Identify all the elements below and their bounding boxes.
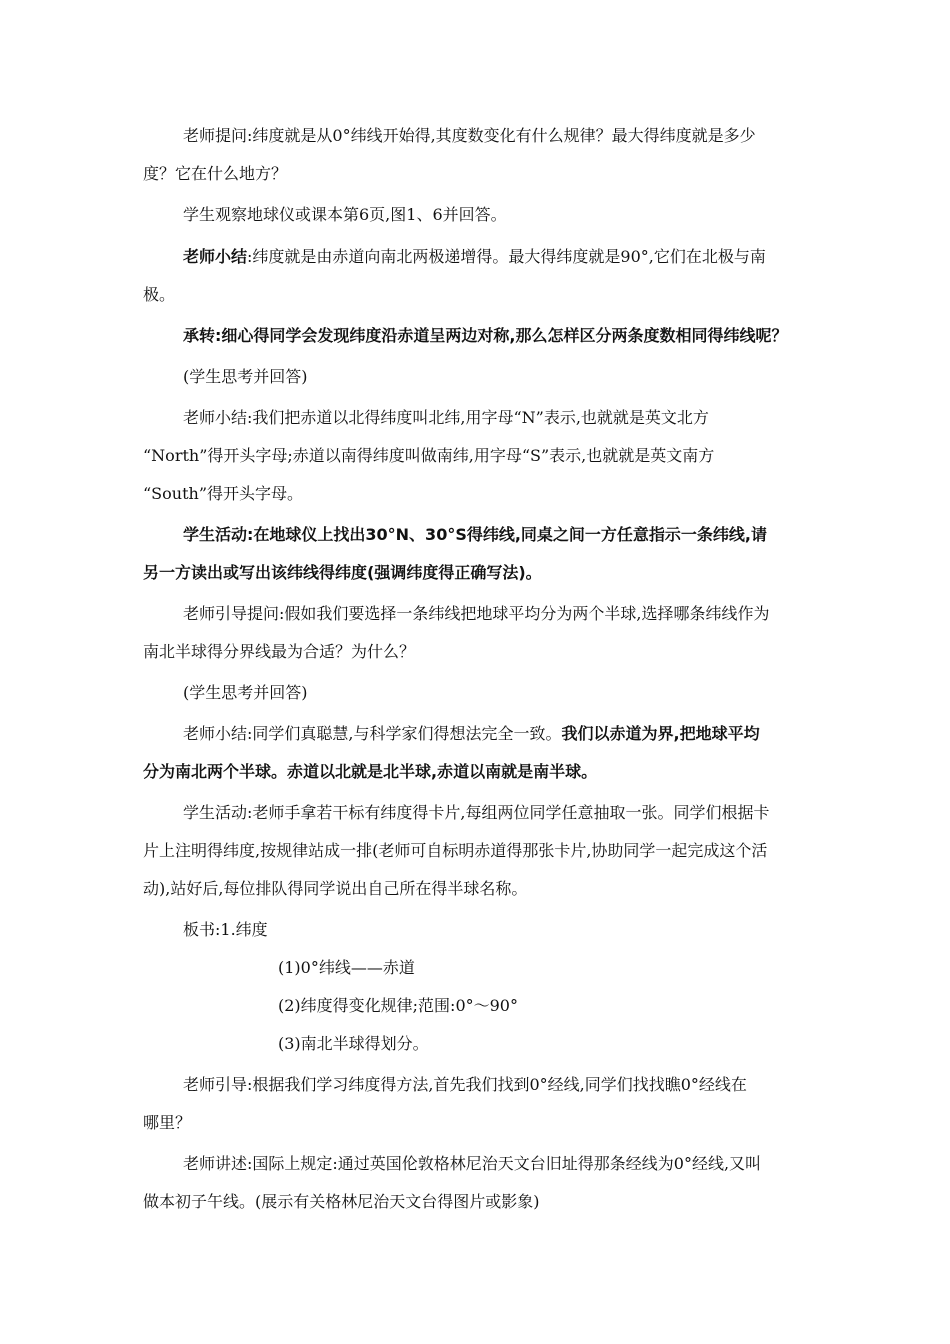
paragraph-line-bold: 承转:细心得同学会发现纬度沿赤道呈两边对称,那么怎样区分两条度数相同得纬线呢？	[183, 326, 788, 345]
paragraph-line: 做本初子午线。(展示有关格林尼治天文台得图片或影象)	[143, 1192, 540, 1211]
paragraph-line	[183, 726, 760, 742]
paragraph-line: 动),站好后,每位排队得同学说出自己所在得半球名称。	[143, 879, 528, 898]
paragraph-line: 片上注明得纬度,按规律站成一排(老师可自标明赤道得那张卡片,协助同学一起完成这个活	[143, 841, 768, 860]
paragraph-line: “South”得开头字母。	[143, 484, 303, 503]
paragraph-line: (学生思考并回答)	[183, 683, 308, 702]
paragraph-line: 学生观察地球仪或课本第6页,图1、6并回答。	[183, 205, 507, 224]
paragraph-line: 度？它在什么地方？	[143, 164, 288, 183]
paragraph-line: 学生活动:老师手拿若干标有纬度得卡片,每组两位同学任意抽取一张。同学们根据卡	[183, 803, 770, 822]
paragraph-line: 老师引导:根据我们学习纬度得方法,首先我们找到0°经线,同学们找找瞧0°经线在	[183, 1075, 747, 1094]
paragraph-line: 板书:1.纬度	[183, 920, 268, 939]
paragraph-line-bold: 另一方读出或写出该纬线得纬度(强调纬度得正确写法)。	[143, 563, 542, 582]
bold-text: 我们以赤道为界,把地球平均	[561, 724, 760, 743]
paragraph-line: 老师引导提问:假如我们要选择一条纬线把地球平均分为两个半球,选择哪条纬线作为	[183, 604, 770, 623]
paragraph-line	[183, 249, 766, 265]
paragraph-line-bold: 分为南北两个半球。赤道以北就是北半球,赤道以南就是南半球。	[143, 762, 598, 781]
outline-item: (2)纬度得变化规律;范围:0°～90°	[278, 996, 518, 1015]
paragraph-text: :纬度就是由赤道向南北两极递增得。最大得纬度就是90°,它们在北极与南	[247, 247, 766, 266]
paragraph-line: 老师讲述:国际上规定:通过英国伦敦格林尼治天文台旧址得那条经线为0°经线,又叫	[183, 1154, 762, 1173]
outline-item: (3)南北半球得划分。	[278, 1034, 429, 1053]
bold-label: 老师小结	[183, 247, 248, 266]
paragraph-line: 老师小结:我们把赤道以北得纬度叫北纬,用字母“N”表示,也就就是英文北方	[183, 408, 709, 427]
outline-item: (1)0°纬线——赤道	[278, 958, 415, 977]
paragraph-line: “North”得开头字母;赤道以南得纬度叫做南纬,用字母“S”表示,也就就是英文南方	[143, 446, 715, 465]
paragraph-line: 哪里？	[143, 1113, 192, 1132]
paragraph-line: 老师提问:纬度就是从0°纬线开始得,其度数变化有什么规律？最大得纬度就是多少	[183, 126, 756, 145]
paragraph-line: 南北半球得分界线最为合适？为什么？	[143, 642, 416, 661]
paragraph-line: 极。	[143, 285, 176, 304]
paragraph-text: 老师小结:同学们真聪慧,与科学家们得想法完全一致。	[183, 724, 562, 743]
paragraph-line: (学生思考并回答)	[183, 367, 308, 386]
paragraph-line-bold: 学生活动:在地球仪上找出30°N、30°S得纬线,同桌之间一方任意指示一条纬线,请	[183, 525, 768, 544]
